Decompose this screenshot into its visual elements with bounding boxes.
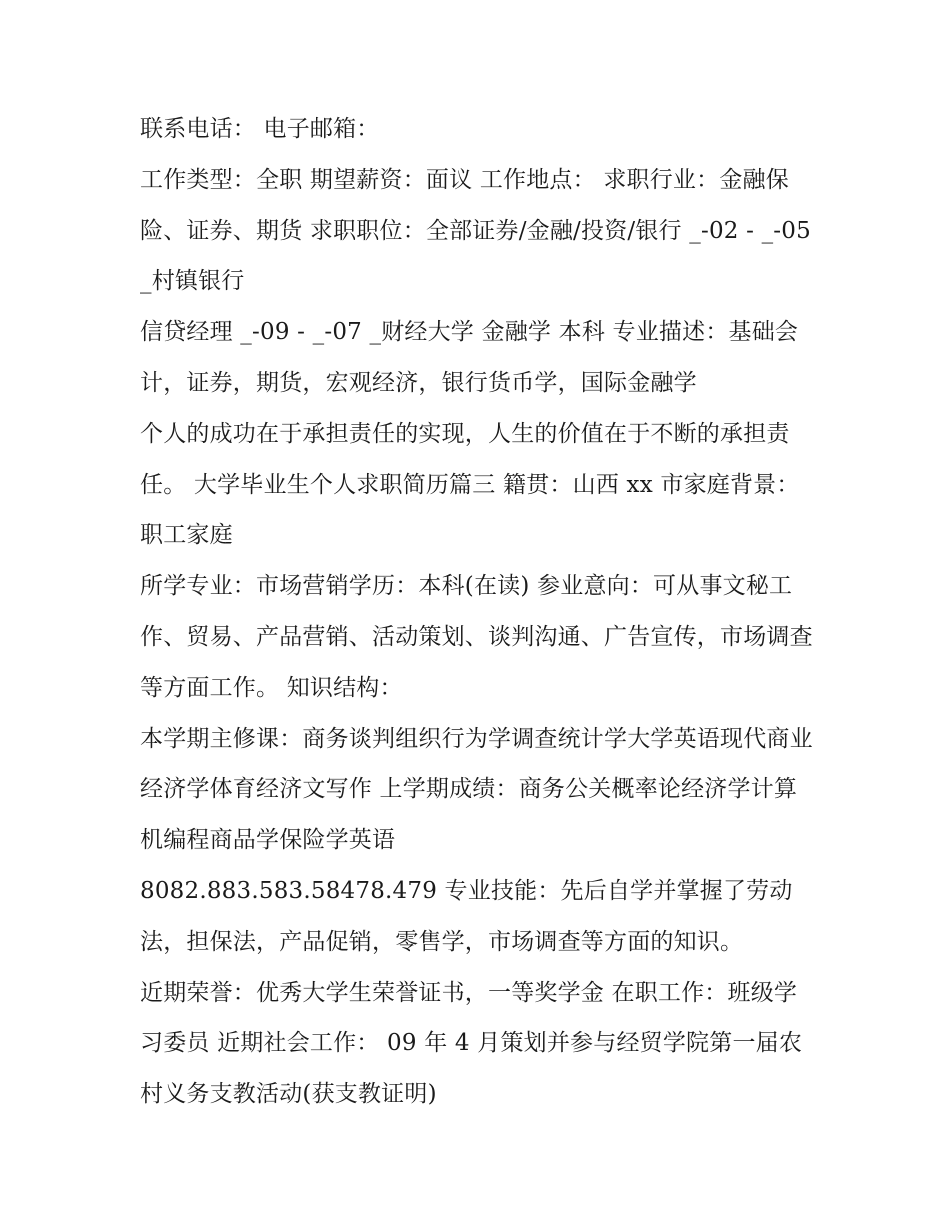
- paragraph-major: 所学专业：市场营销学历：本科(在读) 参业意向：可从事文秘工作、贸易、产品营销、活动策划、谈判沟通、广告宣传，市场调查等方面工作。 知识结构：: [140, 573, 813, 701]
- paragraph-job-intent: 工作类型：全职 期望薪资：面议 工作地点： 求职行业：金融保险、证券、期货 求职职位：全部证券/金融/投资/银行 _-02 - _-05 _村镇银行: [140, 166, 811, 295]
- paragraph-courses: 本学期主修课：商务谈判组织行为学调查统计学大学英语现代商业经济学体育经济文写作 上学期成绩：商务公关概率论经济学计算机编程商品学保险学英语: [140, 725, 813, 854]
- paragraph-education: 信贷经理 _-09 - _-07 _财经大学 金融学 本科 专业描述：基础会计，证券，期货，宏观经济，银行货币学，国际金融学: [140, 319, 799, 396]
- paragraph-skills: 8082.883.583.58478.479 专业技能：先后自学并掌握了劳动法，担保法，产品促销，零售学，市场调查等方面的知识。: [140, 877, 793, 955]
- paragraph-contact: 联系电话： 电子邮箱：: [140, 116, 380, 142]
- paragraph-honors: 近期荣誉：优秀大学生荣誉证书，一等奖学金 在职工作：班级学习委员 近期社会工作： 09 年 4 月策划并参与经贸学院第一届农村义务支教活动(获支教证明): [140, 979, 803, 1108]
- paragraph-self-statement: 个人的成功在于承担责任的实现，人生的价值在于不断的承担责任。 大学毕业生个人求职简历篇三 籍贯：山西 xx 市家庭背景：职工家庭: [140, 420, 800, 549]
- document-body: [140, 104, 820, 1120]
